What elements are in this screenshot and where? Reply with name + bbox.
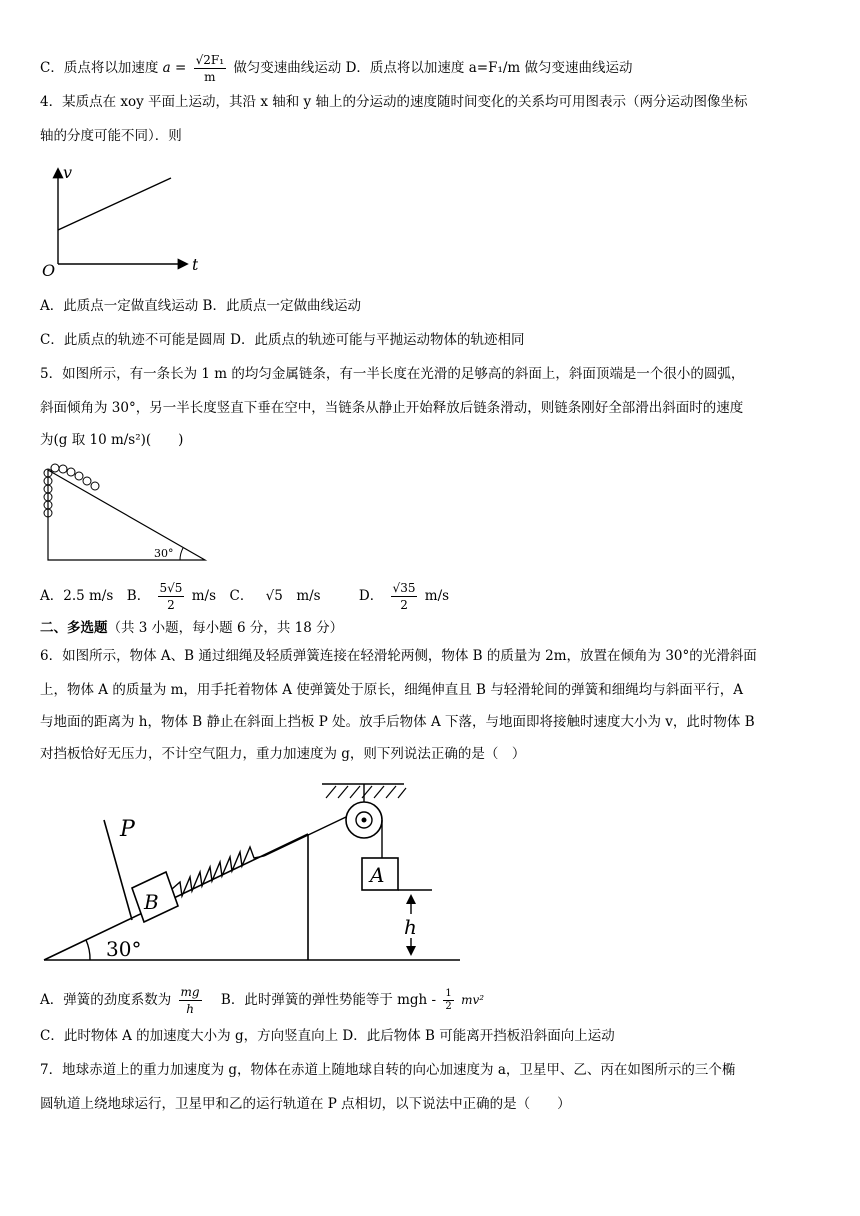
q3-option-c-d: [40, 52, 633, 85]
q7-stem-line1: 7．地球赤道上的重力加速度为 g，物体在赤道上随地球自转的向心加速度为 a，卫星甲、乙、丙在如图所示的三个椭: [40, 1062, 736, 1078]
q4-origin-label: O: [42, 261, 56, 280]
q6-option-ab: [40, 984, 484, 1017]
q6-rope-incline: [264, 817, 346, 856]
q4-option-ab: A．此质点一定做直线运动 B．此质点一定做曲线运动: [40, 298, 361, 314]
q6-stem-line1: 6．如图所示，物体 A、B 通过细绳及轻质弹簧连接在轻滑轮两侧，物体 B 的质量为 2m，放置在倾角为 30°的光滑斜面: [40, 648, 757, 664]
q6-option-a-num: mg: [180, 985, 200, 999]
q6-option-cd: C．此时物体 A 的加速度大小为 g，方向竖直向上 D．此后物体 B 可能离开挡板沿斜面向上运动: [40, 1028, 615, 1044]
q5-option-b-den: 2: [167, 598, 175, 612]
q6-label-angle: 30°: [106, 937, 142, 961]
q3-option-c-den: m: [204, 70, 216, 84]
q5-option-d-fraction: [391, 580, 418, 613]
q5-stem-line2: 斜面倾角为 30°，另一半长度竖直下垂在空中，当链条从静止开始释放后链条滑动，则链条刚好全部滑出斜面时的速度: [40, 400, 744, 416]
q5-option-d-prefix: D．: [358, 588, 384, 604]
q4-option-cd: C．此质点的轨迹不可能是圆周 D．此质点的轨迹可能与平抛运动物体的轨迹相同: [40, 332, 525, 348]
q6-ceiling-hatch: [326, 786, 406, 798]
q6-option-b-den: 2: [445, 1001, 452, 1012]
q3-option-c-fraction: [194, 52, 226, 85]
q5-option-d-unit: m/s: [424, 588, 450, 604]
section2-heading: [40, 618, 343, 638]
q5-angle-arc: [180, 548, 183, 560]
q5-option-d-num: √35: [392, 581, 416, 595]
q6-label-b: B: [144, 890, 159, 914]
q6-incline-surface: [44, 834, 308, 960]
q6-spring: [172, 847, 264, 896]
q6-h-arrowhead-up: [406, 894, 416, 904]
q5-stem-line1: 5．如图所示，有一条长为 1 m 的均匀金属链条，有一半长度在光滑的足够高的斜面上，斜面顶端是一个很小的圆弧，: [40, 366, 745, 382]
q3-option-c-lhs: a =: [162, 60, 187, 76]
q5-option-b-num: 5√5: [159, 581, 183, 595]
q5-incline: [48, 470, 205, 560]
q5-stem-line3: 为(g 取 10 m/s²)( ): [40, 432, 184, 448]
q4-v-label: v: [63, 163, 73, 182]
q5-option-d-den: 2: [400, 598, 408, 612]
q6-option-a-den: h: [186, 1002, 194, 1016]
section2-subtitle: （共 3 小题，每小题 6 分，共 18 分）: [107, 620, 344, 636]
q4-vt-graph: [38, 160, 198, 280]
q6-angle-arc: [86, 940, 90, 960]
q6-option-b-prefix: B．此时弹簧的弹性势能等于 mgh -: [220, 992, 437, 1008]
q6-option-b-num: 1: [445, 988, 452, 999]
q5-options: [40, 580, 449, 613]
q6-label-p: P: [120, 817, 135, 842]
q5-option-c: √5 m/s: [265, 588, 321, 604]
q6-pulley-figure: [40, 780, 480, 970]
q5-chain: [44, 464, 99, 517]
q4-stem-line2: 轴的分度可能不同）．则: [40, 128, 182, 144]
q5-option-b-unit: m/s C．: [191, 588, 254, 604]
q7-stem-line2: 圆轨道上绕地球运行，卫星甲和乙的运行轨道在 P 点相切，以下说法中正确的是（ ）: [40, 1096, 571, 1112]
q6-option-a-prefix: A．弹簧的劲度系数为: [40, 992, 172, 1008]
q6-option-b-fraction: [443, 988, 453, 1013]
q6-stem-line4: 对挡板恰好无压力，不计空气阻力，重力加速度为 g，则下列说法正确的是（ ）: [40, 746, 526, 762]
q6-option-a-fraction: [179, 984, 202, 1017]
q6-stem-line2: 上，物体 A 的质量为 m，用手托着物体 A 使弹簧处于原长，细绳伸直且 B 与轻滑轮间的弹簧和细绳均与斜面平行，A: [40, 682, 744, 698]
q5-option-b-fraction: [158, 580, 185, 613]
q3-option-c-suffix: 做匀变速曲线运动: [233, 60, 342, 76]
q6-label-h: h: [404, 915, 417, 939]
q4-graph-line: [58, 178, 171, 230]
q3-option-c-prefix: C．质点将以加速度: [40, 60, 159, 76]
q4-t-label: t: [192, 255, 198, 274]
q6-label-a: A: [370, 863, 385, 887]
q6-option-b-suffix: mv²: [461, 993, 485, 1007]
q5-option-a: A．2.5 m/s B．: [40, 588, 151, 604]
q5-angle-label: 30°: [154, 547, 174, 560]
q6-pulley-axle: [362, 818, 367, 823]
q4-stem-line1: 4．某质点在 xoy 平面上运动，其沿 x 轴和 y 轴上的分运动的速度随时间变化的关系均可用图表示（两分运动图像坐标: [40, 94, 748, 110]
q6-h-arrowhead-down: [406, 946, 416, 956]
section2-title: 二、多选题: [40, 620, 108, 636]
q3-option-d: D．质点将以加速度 a=F₁/m 做匀变速曲线运动: [345, 60, 633, 76]
q6-stem-line3: 与地面的距离为 h，物体 B 静止在斜面上挡板 P 处。放手后物体 A 下落，与地面即将接触时速度大小为 v，此时物体 B: [40, 714, 755, 730]
q5-incline-figure: [40, 460, 210, 565]
q3-option-c-num: √2F₁: [195, 53, 225, 67]
